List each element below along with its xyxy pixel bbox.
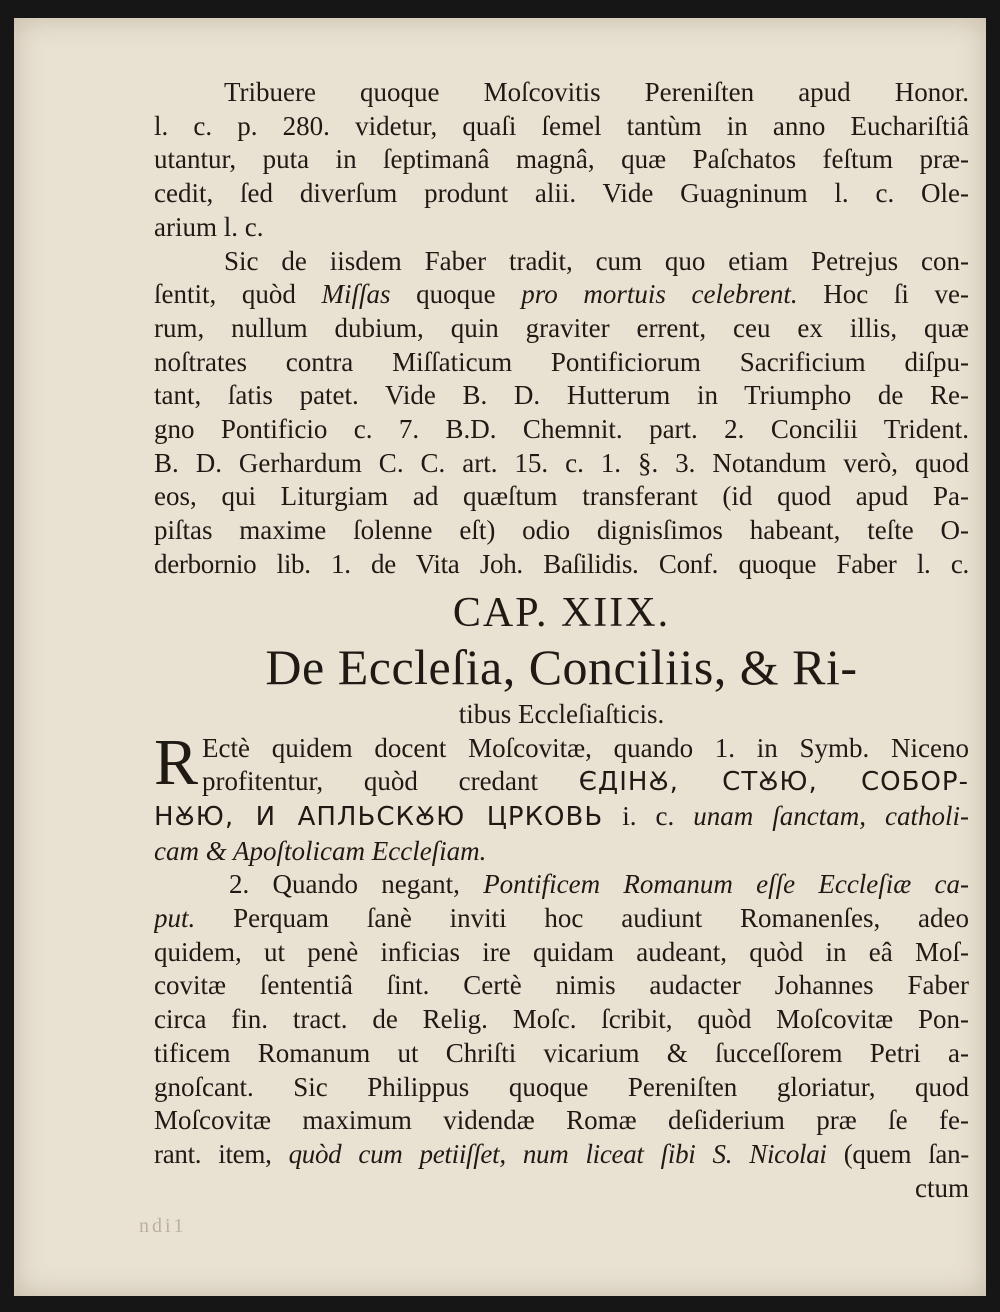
text-line: eos, qui Liturgiam ad quæſtum transferant (id quod apud Pa- (154, 481, 969, 512)
text-segment: ſentit, quòd (154, 279, 322, 310)
text-line: utantur, puta in ſeptimanâ magnâ, quæ Paſchatos feſtum præ- (154, 144, 969, 175)
text-segment: quoque (390, 279, 522, 310)
italic-phrase: quòd cum petiiſſet, num liceat ſibi S. Nicolai (288, 1138, 827, 1169)
text-line: l. c. p. 280. videtur, quaſi ſemel tantùm in anno Euchariſtiâ (154, 110, 969, 141)
italic-phrase: put. (154, 903, 196, 934)
bleed-through-mark: ndi1 (139, 1215, 187, 1237)
italic-phrase: unam ſanctam, catholi- (693, 800, 969, 831)
text-segment: Hoc ſi ve- (797, 279, 969, 310)
text-line: gno Pontificio c. 7. B.D. Chemnit. part. 2. Concilii Trident. (154, 414, 969, 445)
chapter-number: CAP. XIIX. (452, 589, 671, 636)
italic-phrase: Pontificem Romanum eſſe Eccleſiæ ca- (483, 869, 969, 900)
text-line: Tribuere quoque Moſcovitis Pereniſten apud Honor. (224, 77, 969, 107)
text-segment: i. c. (603, 800, 694, 831)
text-line: Ectè quidem docent Moſcovitæ, quando 1. in Symb. Niceno (202, 732, 969, 763)
italic-phrase: Miſſas (321, 279, 391, 310)
text-line: circa fin. tract. de Relig. Moſc. ſcribit, quòd Moſcovitæ Pon- (154, 1004, 969, 1035)
text-line: gnoſcant. Sic Philippus quoque Pereniſten gloriatur, quod (154, 1071, 969, 1102)
text-line: B. D. Gerhardum C. C. art. 15. c. 1. §. 3. Notandum verò, quod (154, 447, 969, 478)
text-line: cedit, ſed diverſum produnt alii. Vide Guagninum l. c. Ole- (154, 178, 969, 209)
text-segment: rant. item, (154, 1138, 289, 1169)
text-segment: profitentur, quòd credant (202, 766, 579, 797)
text-line: Moſcovitæ maximum videndæ Romæ deſiderium præ ſe fe- (154, 1105, 969, 1136)
italic-phrase: pro mortuis celebrent. (521, 279, 798, 310)
paragraph-communion (154, 76, 969, 245)
text-line: covitæ ſententiâ ſint. Certè nimis audacter Johannes Faber (154, 970, 969, 1001)
text-line: noſtrates contra Miſſaticum Pontificiorum Sacrificium diſpu- (154, 346, 969, 377)
slavonic-text: НꙊЮ, И АПЛЬСКꙊЮ ЦРКОВЬ (154, 801, 604, 832)
text-line: piſtas maxime ſolenne eſt) odio dignisſimos habeant, teſte O- (154, 515, 969, 546)
text-line (154, 868, 969, 902)
text-line (154, 1138, 969, 1172)
text-line (202, 765, 969, 800)
chapter-subtitle: tibus Eccleſiaſticis. (458, 698, 665, 729)
italic-phrase: cam & Apoſtolicam Eccleſiam. (154, 835, 487, 866)
text-line (154, 278, 969, 312)
page-text (154, 76, 969, 1205)
book-page (14, 18, 986, 1296)
text-segment: Perquam ſanè inviti hoc audiunt Romanenſes, adeo (195, 903, 969, 934)
text-line: derbornio lib. 1. de Vita Joh. Baſilidis. Conf. quoque Faber l. c. (154, 548, 969, 579)
text-line: tificem Romanum ut Chriſti vicarium & ſucceſſorem Petri a- (154, 1037, 969, 1068)
chapter-heading (154, 588, 969, 732)
text-segment: 2. Quando negant, (229, 869, 484, 900)
text-line: rum, nullum dubium, quin graviter errent, ceu ex illis, quæ (154, 312, 969, 343)
text-line: arium l. c. (154, 211, 264, 242)
chapter-title: De Eccleſia, Conciliis, & Ri- (265, 638, 858, 695)
paragraph-pope (154, 868, 969, 1205)
text-segment: (quem ſan- (826, 1138, 969, 1169)
catchword: ctum (915, 1172, 969, 1203)
text-line (154, 902, 969, 936)
paragraph-masses (154, 245, 969, 582)
text-line (154, 800, 969, 835)
text-line: quidem, ut penè inficias ire quidam audeant, quòd in eâ Moſ- (154, 936, 969, 967)
slavonic-text: ЄДІНꙊ, СТꙊЮ, СОБОР- (578, 767, 969, 798)
text-line: tant, ſatis patet. Vide B. D. Hutterum in Triumpho de Re- (154, 380, 969, 411)
drop-cap: R (154, 725, 199, 799)
text-line (154, 835, 969, 869)
text-line: Sic de iisdem Faber tradit, cum quo etiam Petrejus con- (224, 245, 969, 276)
paragraph-creed (154, 725, 969, 800)
